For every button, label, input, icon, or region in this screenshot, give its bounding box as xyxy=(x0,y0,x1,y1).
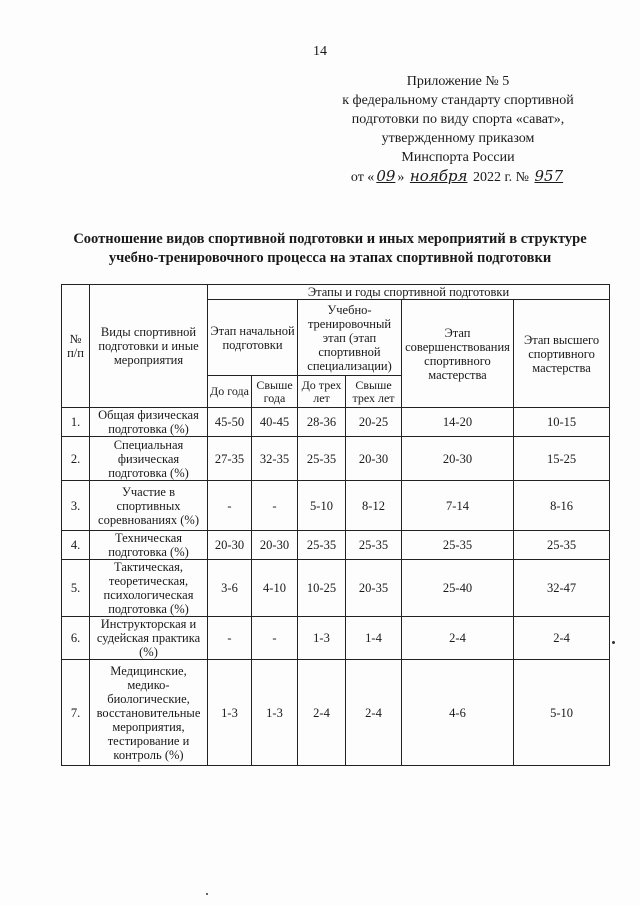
row-value: 1-3 xyxy=(298,617,346,660)
header-kind: Виды спортивной подготовки и иные мероприятия xyxy=(90,285,208,408)
table-row xyxy=(62,437,610,481)
table-row xyxy=(62,531,610,560)
row-value: - xyxy=(252,617,298,660)
row-value: 2-4 xyxy=(514,617,610,660)
row-value: 32-47 xyxy=(514,560,610,617)
row-number: 3. xyxy=(62,481,90,531)
table-row xyxy=(62,617,610,660)
row-value: 25-35 xyxy=(402,531,514,560)
header-upto-three: До трех лет xyxy=(298,376,346,408)
row-number: 6. xyxy=(62,617,90,660)
page-number: 14 xyxy=(313,44,327,59)
row-value: 32-35 xyxy=(252,437,298,481)
title-line-2: учебно-тренировочного процесса на этапах спортивной подготовки xyxy=(108,250,552,266)
header-stage-higher: Этап высшего спортивного мастерства xyxy=(514,300,610,408)
row-value: 14-20 xyxy=(402,408,514,437)
row-value: 10-15 xyxy=(514,408,610,437)
header-upto-year: До года xyxy=(208,376,252,408)
title-line-1: Соотношение видов спортивной подготовки и иных мероприятий в структуре xyxy=(73,231,587,247)
handwritten-day: 09 xyxy=(376,167,396,185)
row-value: 20-25 xyxy=(346,408,402,437)
row-value: 1-3 xyxy=(252,660,298,766)
row-value: 5-10 xyxy=(298,481,346,531)
row-value: 25-35 xyxy=(298,531,346,560)
date-sep: » xyxy=(397,170,405,185)
row-value: 27-35 xyxy=(208,437,252,481)
appendix-block xyxy=(308,72,608,187)
order-date-line xyxy=(308,167,608,187)
row-value: 4-10 xyxy=(252,560,298,617)
row-value: 7-14 xyxy=(402,481,514,531)
row-number: 4. xyxy=(62,531,90,560)
row-number: 2. xyxy=(62,437,90,481)
header-num: № п/п xyxy=(62,285,90,408)
row-value: 3-6 xyxy=(208,560,252,617)
row-value: 2-4 xyxy=(346,660,402,766)
row-value: 25-35 xyxy=(514,531,610,560)
row-kind: Участие в спортивных соревнованиях (%) xyxy=(90,481,208,531)
row-number: 5. xyxy=(62,560,90,617)
row-kind: Техническая подготовка (%) xyxy=(90,531,208,560)
row-kind: Медицинские, медико-биологические, восстановительные мероприятия, тестирование и контроль (%) xyxy=(90,660,208,766)
row-value: 25-35 xyxy=(298,437,346,481)
row-value: 28-36 xyxy=(298,408,346,437)
header-group: Этапы и годы спортивной подготовки xyxy=(208,285,610,300)
header-row-1 xyxy=(62,285,610,300)
row-number: 1. xyxy=(62,408,90,437)
appendix-line: подготовки по виду спорта «сават», xyxy=(351,112,565,127)
table-body xyxy=(62,408,610,766)
header-stage-initial: Этап начальной подготовки xyxy=(208,300,298,376)
table-row xyxy=(62,560,610,617)
row-kind: Специальная физическая подготовка (%) xyxy=(90,437,208,481)
row-value: 40-45 xyxy=(252,408,298,437)
table-row xyxy=(62,408,610,437)
row-value: 20-30 xyxy=(208,531,252,560)
row-value: 45-50 xyxy=(208,408,252,437)
document-title xyxy=(40,230,620,268)
table-row xyxy=(62,481,610,531)
header-over-year: Свыше года xyxy=(252,376,298,408)
row-kind: Тактическая, теоретическая, психологическая подготовка (%) xyxy=(90,560,208,617)
date-prefix: от « xyxy=(350,170,375,185)
row-value: 2-4 xyxy=(402,617,514,660)
row-value: 20-35 xyxy=(346,560,402,617)
row-value: 4-6 xyxy=(402,660,514,766)
appendix-line: утвержденному приказом xyxy=(381,131,535,146)
header-over-three: Свыше трех лет xyxy=(346,376,402,408)
row-value: 5-10 xyxy=(514,660,610,766)
row-value: 1-3 xyxy=(208,660,252,766)
handwritten-month: ноября xyxy=(409,167,468,185)
row-value: 8-12 xyxy=(346,481,402,531)
row-kind: Инструкторская и судейская практика (%) xyxy=(90,617,208,660)
row-value: 25-35 xyxy=(346,531,402,560)
row-value: 1-4 xyxy=(346,617,402,660)
row-value: 25-40 xyxy=(402,560,514,617)
appendix-line: Минспорта России xyxy=(401,150,515,165)
appendix-line: Приложение № 5 xyxy=(406,74,510,89)
date-year: 2022 г. № xyxy=(472,170,529,185)
row-kind: Общая физическая подготовка (%) xyxy=(90,408,208,437)
row-value: - xyxy=(252,481,298,531)
row-value: 10-25 xyxy=(298,560,346,617)
row-value: - xyxy=(208,617,252,660)
scan-dot xyxy=(612,641,615,644)
row-value: 8-16 xyxy=(514,481,610,531)
row-value: 20-30 xyxy=(346,437,402,481)
row-value: - xyxy=(208,481,252,531)
table-row xyxy=(62,660,610,766)
row-value: 2-4 xyxy=(298,660,346,766)
header-stage-improvement: Этап совершенствования спортивного мастерства xyxy=(402,300,514,408)
row-value: 15-25 xyxy=(514,437,610,481)
handwritten-order-number: 957 xyxy=(534,167,564,185)
appendix-line: к федеральному стандарту спортивной xyxy=(342,93,574,108)
row-value: 20-30 xyxy=(402,437,514,481)
scan-dot xyxy=(206,893,208,895)
row-value: 20-30 xyxy=(252,531,298,560)
training-ratio-table xyxy=(61,284,610,766)
row-number: 7. xyxy=(62,660,90,766)
header-stage-training: Учебно-тренировочный этап (этап спортивной специализации) xyxy=(298,300,402,376)
